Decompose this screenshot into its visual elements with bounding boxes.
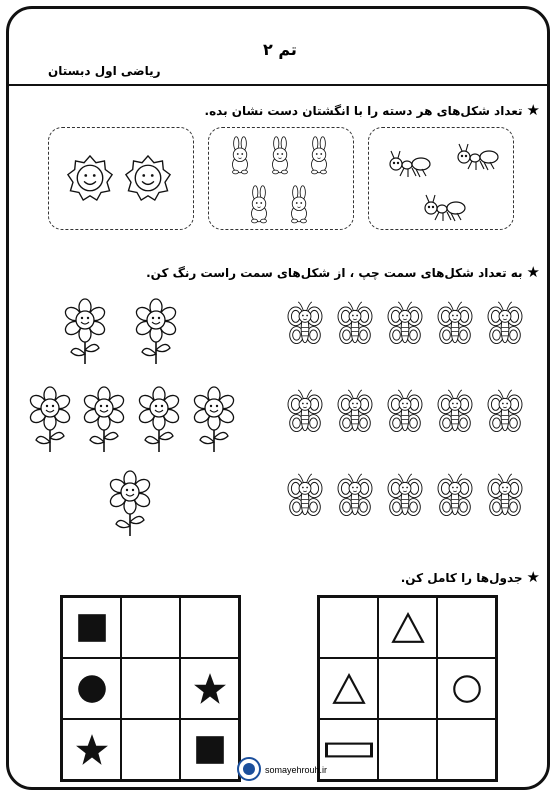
page-title: تم ۲ <box>263 40 297 59</box>
instruction-2: ★به تعداد شکل‌های سمت چپ ، از شکل‌های سمت راست رنگ کن. <box>146 263 540 281</box>
logo-icon <box>237 757 261 781</box>
triangle-icon <box>391 611 425 645</box>
butterfly-icon <box>488 474 522 516</box>
flower-icon <box>137 387 181 452</box>
butterfly-icon <box>338 390 372 432</box>
butterfly-icon <box>338 302 372 344</box>
butterfly-icon <box>438 474 472 516</box>
site-url: somayehrouh.ir <box>265 765 328 775</box>
circle-icon <box>450 672 484 706</box>
table-cell[interactable] <box>180 597 239 658</box>
butterfly-icon <box>388 390 422 432</box>
subject-label: ریاضی اول دبستان <box>48 64 161 78</box>
ant-icon <box>458 144 498 170</box>
table-cell[interactable] <box>180 658 239 719</box>
star-icon <box>75 733 109 767</box>
flower-icon <box>28 387 72 452</box>
rabbit-icon <box>273 137 288 174</box>
table-cell[interactable] <box>437 719 496 780</box>
table-cell[interactable] <box>437 597 496 658</box>
table-cell[interactable] <box>378 658 437 719</box>
star-bullet-icon: ★ <box>526 263 540 281</box>
circle-icon <box>75 672 109 706</box>
table-cell[interactable] <box>378 719 437 780</box>
rabbit-icon <box>252 186 267 223</box>
ant-icon <box>425 195 465 221</box>
sun-icon <box>68 156 112 200</box>
rectangle-icon <box>325 733 373 767</box>
rabbit-icon <box>292 186 307 223</box>
butterfly-icon <box>288 302 322 344</box>
table-cell[interactable] <box>62 597 121 658</box>
table-cell[interactable] <box>319 719 378 780</box>
butterfly-icon <box>338 474 372 516</box>
ant-icon <box>390 151 430 177</box>
butterfly-icon <box>388 474 422 516</box>
table-cell[interactable] <box>437 658 496 719</box>
table-right <box>317 595 498 782</box>
butterfly-icon <box>388 302 422 344</box>
table-cell[interactable] <box>121 658 180 719</box>
butterfly-icon <box>488 302 522 344</box>
square-icon <box>75 611 109 645</box>
instruction-1: ★تعداد شکل‌های هر دسته را با انگشتان دست نشان بده. <box>204 101 540 119</box>
butterfly-icon <box>288 390 322 432</box>
table-cell[interactable] <box>319 597 378 658</box>
sun-icon <box>126 156 170 200</box>
instruction-3: ★جدول‌ها را کامل کن. <box>400 568 540 586</box>
table-cell[interactable] <box>180 719 239 780</box>
rabbit-icon <box>312 137 327 174</box>
table-cell[interactable] <box>62 719 121 780</box>
flower-icon <box>82 387 126 452</box>
rabbit-icon <box>233 137 248 174</box>
flower-icon <box>108 471 152 536</box>
butterfly-icon <box>488 390 522 432</box>
table-left <box>60 595 241 782</box>
star-icon <box>193 672 227 706</box>
triangle-icon <box>332 672 366 706</box>
star-bullet-icon: ★ <box>526 101 540 119</box>
flower-icon <box>134 299 178 364</box>
square-icon <box>193 733 227 767</box>
table-cell[interactable] <box>121 597 180 658</box>
butterfly-icon <box>438 302 472 344</box>
star-bullet-icon: ★ <box>526 568 540 586</box>
table-cell[interactable] <box>378 597 437 658</box>
flower-icon <box>63 299 107 364</box>
butterfly-icon <box>288 474 322 516</box>
table-cell[interactable] <box>62 658 121 719</box>
flower-icon <box>192 387 236 452</box>
table-cell[interactable] <box>121 719 180 780</box>
butterfly-icon <box>438 390 472 432</box>
table-cell[interactable] <box>319 658 378 719</box>
